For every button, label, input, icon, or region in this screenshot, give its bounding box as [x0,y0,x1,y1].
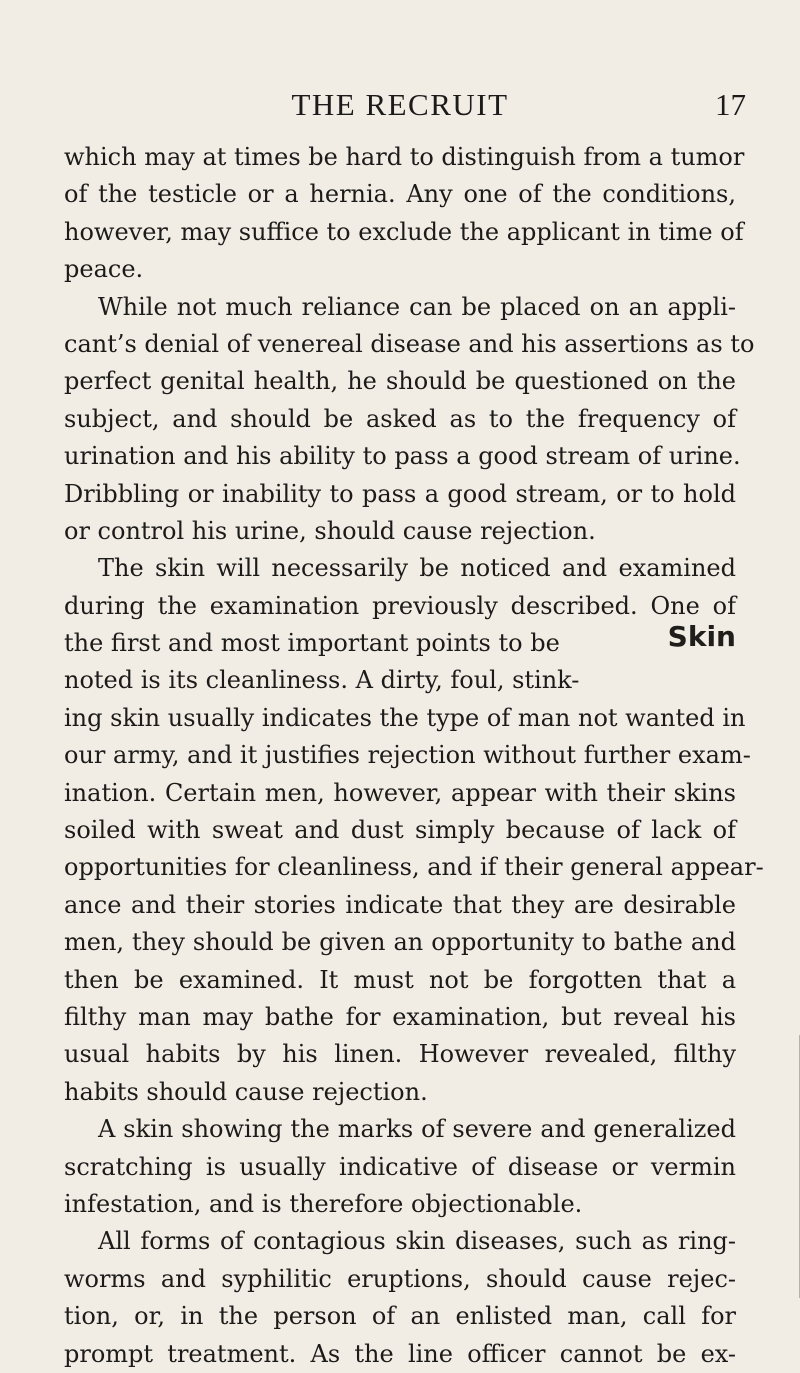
text-line: which may at times be hard to distinguish from a tumor [64,143,745,171]
text-line: prompt treatment. As the line officer cannot be ex- [64,1339,736,1368]
text-line: perfect genital health, he should be questioned on the [64,367,736,396]
text-line: ing skin usually indicates the type of man not wanted in [64,703,746,732]
text-line: tion, or, in the person of an enlisted man, call for [64,1302,736,1331]
page-header [0,85,800,125]
text-line: cant’s denial of venereal disease and his assertions as to [64,329,755,358]
text-line: during the examination previously described. One of [64,591,736,620]
text-line: ance and their stories indicate that they are desirable [64,890,736,919]
running-title: THE RECRUIT [291,87,509,122]
body-text [64,139,764,1373]
text-line: usual habits by his linen. However revealed, filthy [64,1040,736,1069]
text-line: Dribbling or inability to pass a good stream, or to hold [64,479,736,508]
text-line: however, may suffice to exclude the applicant in time of [64,217,744,246]
text-line: A skin showing the marks of severe and generalized [98,1115,736,1144]
text-line: our army, and it justifies rejection without further exam- [64,741,751,770]
page-number: 17 [715,87,746,122]
text-line: ination. Certain men, however, appear with their skins [64,778,736,807]
text-line: All forms of contagious skin diseases, such as ring- [98,1227,736,1256]
text-line: or control his urine, should cause rejection. [64,516,596,545]
text-line: of the testicle or a hernia. Any one of the conditions, [64,180,736,209]
text-line: While not much reliance can be placed on an appli- [98,292,736,321]
text-line: subject, and should be asked as to the frequency of [64,404,736,433]
text-line: soiled with sweat and dust simply because of lack of [64,816,736,845]
text-line: filthy man may bathe for examination, but reveal his [64,1002,736,1031]
text-line: worms and syphilitic eruptions, should cause rejec- [64,1264,736,1293]
text-line: opportunities for cleanliness, and if their general appear- [64,853,764,882]
text-line: the first and most important points to be [64,629,560,658]
text-line: men, they should be given an opportunity to bathe and [64,928,736,957]
text-line: then be examined. It must not be forgotten that a [64,965,736,994]
text-line: habits should cause rejection. [64,1077,428,1106]
text-line: urination and his ability to pass a good stream of urine. [64,442,741,471]
text-line: infestation, and is therefore objectionable. [64,1189,583,1218]
text-line: The skin will necessarily be noticed and examined [98,554,736,583]
margin-heading-skin: Skin [667,620,736,653]
text-line: scratching is usually indicative of disease or vermin [64,1152,736,1181]
text-line: noted is its cleanliness. A dirty, foul, stink- [64,666,580,695]
text-line: peace. [64,255,144,284]
